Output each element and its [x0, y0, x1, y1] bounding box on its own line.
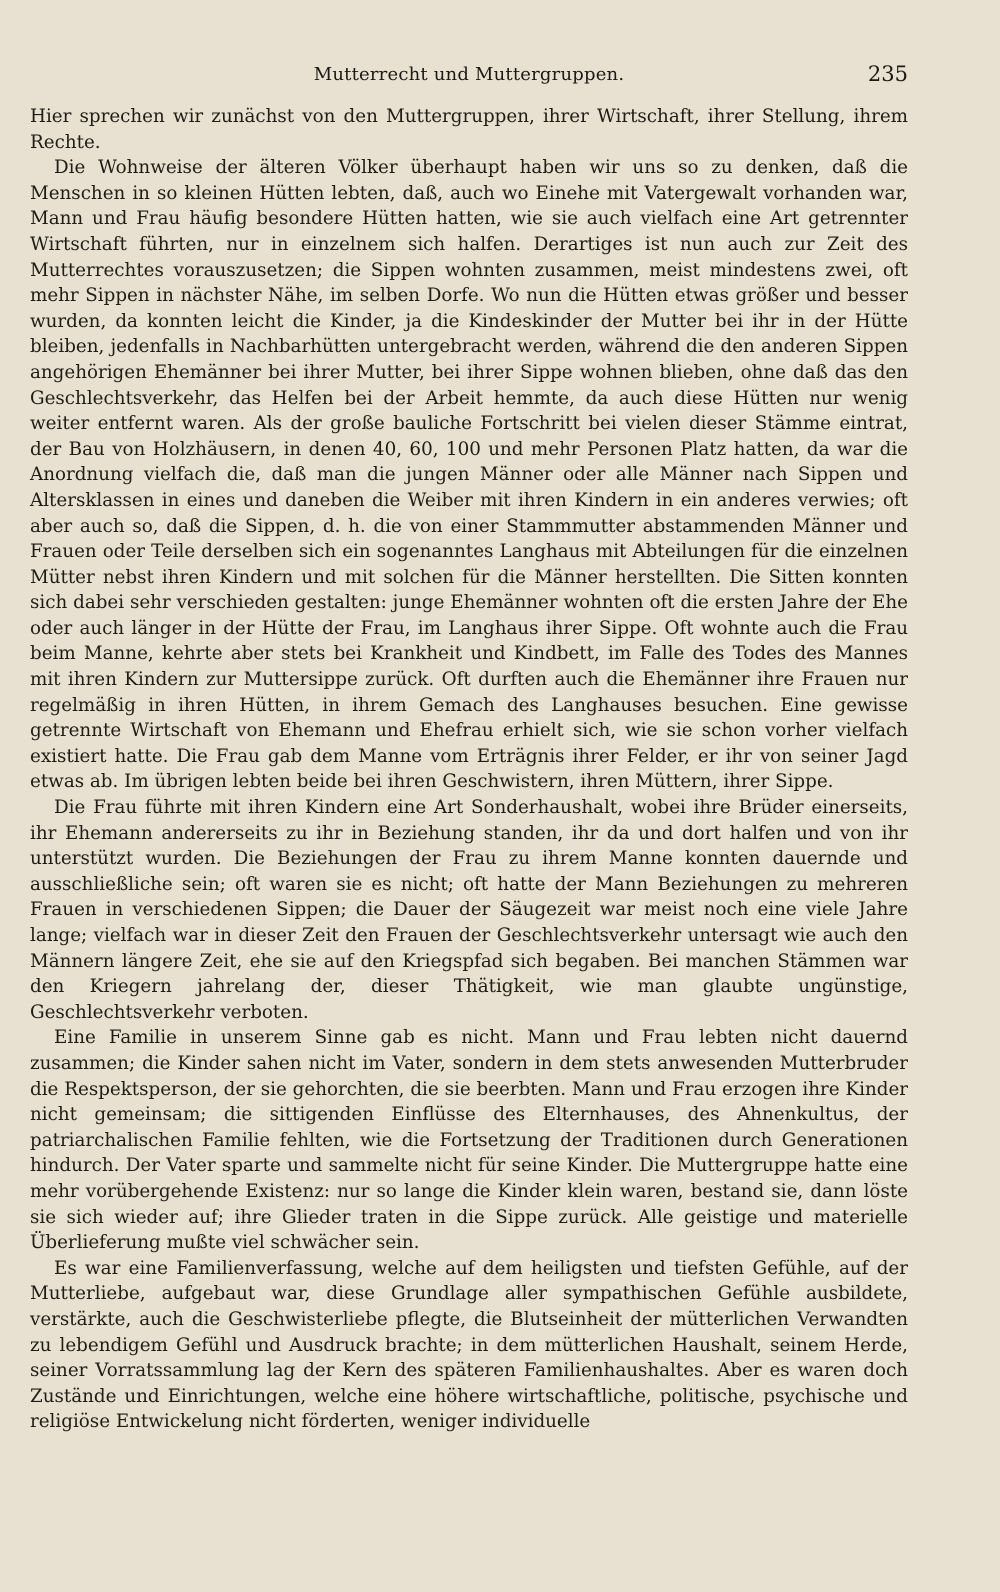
running-title: Mutterrecht und Muttergruppen.: [313, 64, 625, 85]
page-number: 235: [867, 62, 908, 86]
paragraph-intro: Hier sprechen wir zunächst von den Muttergruppen, ihrer Wirtschaft, ihrer Stellung, ihrem Rechte.: [30, 106, 908, 153]
body-text: [30, 104, 908, 1435]
paragraph-dwelling: Die Wohnweise der älteren Völker überhaupt haben wir uns so zu denken, daß die Menschen in so kleinen Hütten lebten, daß, auch wo Einehe mit Vatergewalt vorhanden war, Mann und Frau häufig besondere Hütten hatten, wie sie auch vielfach eine Art getrennter Wirtschaft führten, nur in einzelnem sich halfen. Derartiges ist nun auch zur Zeit des Mutterrechtes vorauszusetzen; die Sippen wohnten zusammen, meist mindestens zwei, oft mehr Sippen in nächster Nähe, im selben Dorfe. Wo nun die Hütten etwas größer und besser wurden, da konnten leicht die Kinder, ja die Kindeskinder der Mutter bei ihr in der Hütte bleiben, jedenfalls in Nachbarhütten untergebracht werden, während die den anderen Sippen angehörigen Ehemänner bei ihrer Mutter, bei ihrer Sippe wohnen blieben, ohne daß das den Geschlechtsverkehr, das Helfen bei der Arbeit hemmte, da auch diese Hütten nur wenig weiter entfernt waren. Als der große bauliche Fortschritt bei vielen dieser Stämme eintrat, der Bau von Holzhäusern, in denen 40, 60, 100 und mehr Personen Platz hatten, da war die Anordnung vielfach die, daß man die jungen Männer oder alle Männer nach Sippen und Altersklassen in eines und daneben die Weiber mit ihren Kindern in ein anderes verwies; oft aber auch so, daß die Sippen, d. h. die von einer Stammmutter abstammenden Männer und Frauen oder Teile derselben sich ein sogenanntes Langhaus mit Abteilungen für die einzelnen Mütter nebst ihren Kindern und mit solchen für die Männer herstellten. Die Sitten konnten sich dabei sehr verschieden gestalten: junge Ehemänner wohnten oft die ersten Jahre der Ehe oder auch länger in der Hütte der Frau, im Langhaus ihrer Sippe. Oft wohnte auch die Frau beim Manne, kehrte aber stets bei Krankheit und Kindbett, im Falle des Todes des Mannes mit ihren Kindern zur Muttersippe zurück. Oft durften auch die Ehemänner ihre Frauen nur regelmäßig in ihren Hütten, in ihrem Gemach des Langhauses besuchen. Eine gewisse getrennte Wirtschaft von Ehemann und Ehefrau erhielt sich, wie sie schon vorher vielfach existiert hatte. Die Frau gab dem Manne vom Erträgnis ihrer Felder, er ihr von seiner Jagd etwas ab. Im übrigen lebten beide bei ihren Geschwistern, ihren Müttern, ihrer Sippe.: [30, 157, 908, 793]
paragraph-family: Eine Familie in unserem Sinne gab es nicht. Mann und Frau lebten nicht dauernd zusammen; die Kinder sahen nicht im Vater, sondern in dem stets anwesenden Mutterbruder die Respektsperson, der sie gehorchten, die sie beerbten. Mann und Frau erzogen ihre Kinder nicht gemeinsam; die sittigenden Einflüsse des Elternhauses, des Ahnenkultus, der patriarchalischen Familie fehlten, wie die Fortsetzung der Traditionen durch Generationen hindurch. Der Vater sparte und sammelte nicht für seine Kinder. Die Muttergruppe hatte eine mehr vorübergehende Existenz: nur so lange die Kinder klein waren, bestand sie, dann löste sie sich wieder auf; ihre Glieder traten in die Sippe zurück. Alle geistige und materielle Überlieferung mußte viel schwächer sein.: [30, 1027, 908, 1254]
paragraph-constitution: Es war eine Familienverfassung, welche auf dem heiligsten und tiefsten Gefühle, auf der Mutterliebe, aufgebaut war, diese Grundlage aller sympathischen Gefühle ausbildete, verstärkte, auch die Geschwisterliebe pflegte, die Blutseinheit der mütterlichen Verwandten zu lebendigem Gefühl und Ausdruck brachte; in dem mütterlichen Haushalt, seinem Herde, seiner Vorratssammlung lag der Kern des späteren Familienhaushaltes. Aber es waren doch Zustände und Einrichtungen, welche eine höhere wirtschaftliche, politische, psychische und religiöse Entwickelung nicht förderten, weniger individuelle: [30, 1257, 908, 1433]
page-header: [30, 58, 908, 92]
paragraph-household: Die Frau führte mit ihren Kindern eine Art Sonderhaushalt, wobei ihre Brüder einerseits, ihr Ehemann andererseits zu ihr in Beziehung standen, ihr da und dort halfen und von ihr unterstützt wurden. Die Beziehungen der Frau zu ihrem Manne konnten dauernde und ausschließliche sein; oft waren sie es nicht; oft hatte der Mann Beziehungen zu mehreren Frauen in verschiedenen Sippen; die Dauer der Säugezeit war meist noch eine viele Jahre lange; vielfach war in dieser Zeit den Frauen der Geschlechtsverkehr untersagt wie auch den Männern längere Zeit, ehe sie auf den Kriegspfad sich begaben. Bei manchen Stämmen war den Kriegern jahrelang der, dieser Thätigkeit, wie man glaubte ungünstige, Geschlechtsverkehr verboten.: [30, 797, 908, 1023]
